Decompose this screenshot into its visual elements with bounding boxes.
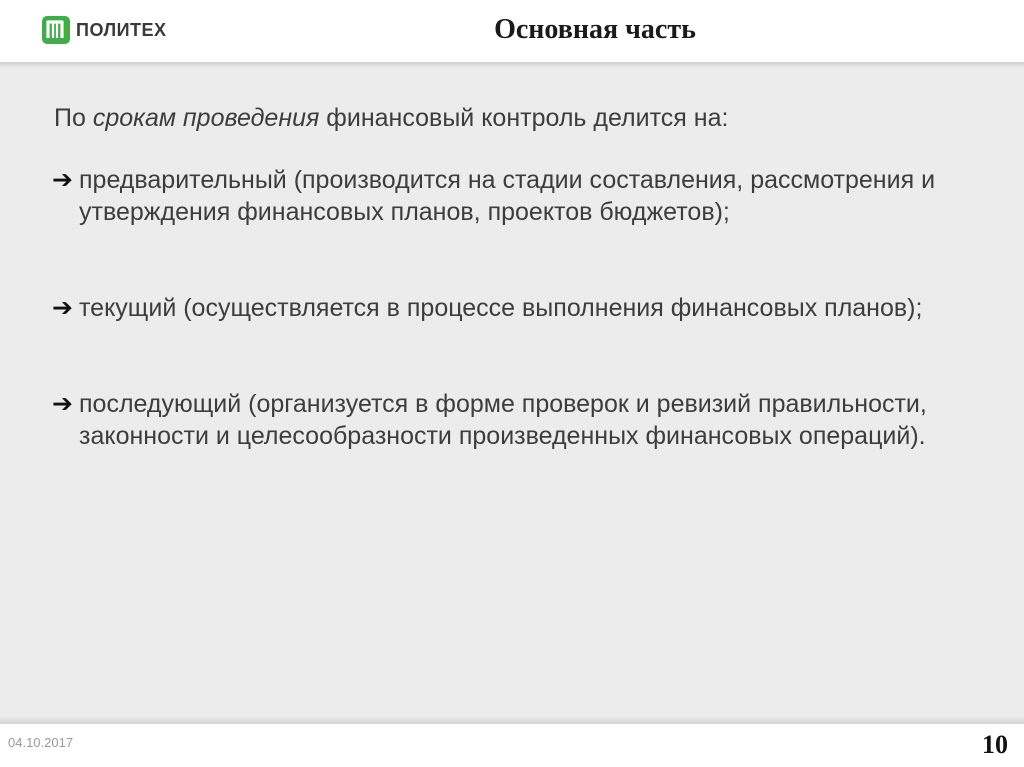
page-number: 10 — [982, 730, 1008, 759]
intro-emphasis: срокам проведения — [92, 104, 320, 132]
right-arrow-icon: ➔ — [52, 294, 73, 322]
slide-footer — [0, 724, 1024, 767]
intro-prefix: По — [54, 104, 93, 132]
intro-text — [54, 102, 954, 134]
right-arrow-icon: ➔ — [52, 166, 73, 194]
intro-suffix: финансовый контроль делится на: — [319, 104, 729, 132]
list-item-text: предварительный (производится на стадии составления, рассмотрения и утверждения финансовых планов, проектов бюджетов); — [79, 166, 936, 226]
slide-title: Основная часть — [494, 14, 696, 45]
politech-logo-icon — [42, 16, 70, 44]
list-item-text: последующий (организуется в форме проверок и ревизий правильности, законности и целесообразности произведенных финансовых операций). — [79, 390, 927, 450]
logo-text: ПОЛИТЕХ — [76, 19, 167, 40]
slide-date: 04.10.2017 — [8, 735, 74, 750]
list-item-text: текущий (осуществляется в процессе выполнения финансовых планов); — [79, 294, 923, 322]
right-arrow-icon: ➔ — [52, 390, 73, 418]
list-item — [52, 292, 979, 324]
logo — [42, 16, 167, 44]
list-item — [52, 388, 979, 452]
slide-header — [0, 0, 1024, 64]
slide-content — [0, 68, 1024, 722]
footer-divider — [0, 716, 1024, 724]
list-item — [52, 164, 979, 228]
